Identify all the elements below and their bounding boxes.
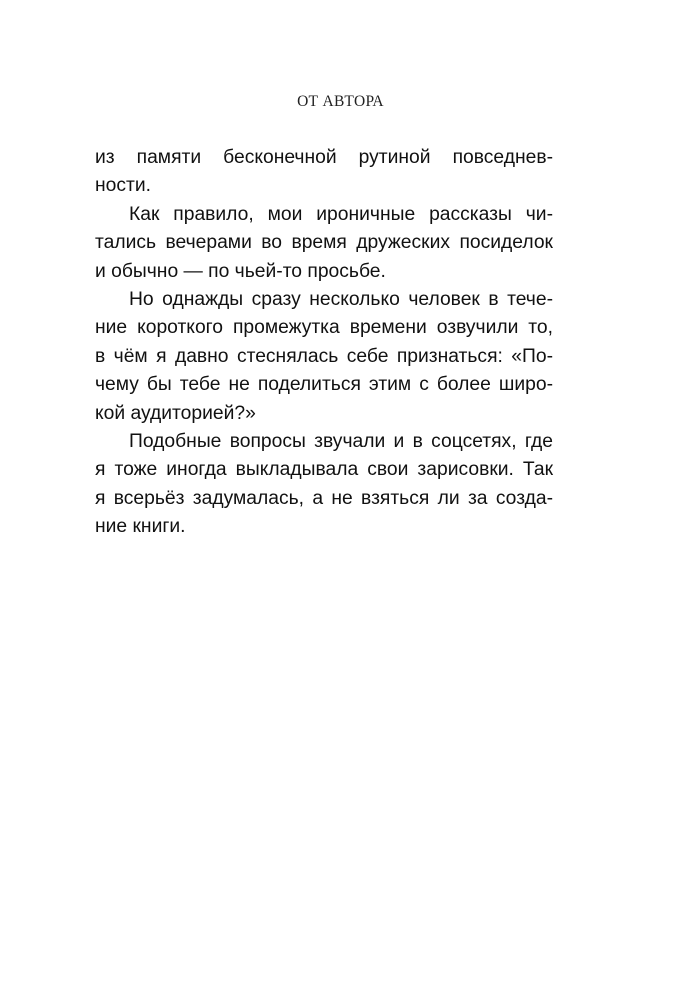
text-line: Подобные вопросы звучали и в соцсетях, где — [129, 430, 553, 452]
text-line: Но однажды сразу несколько человек в тече- — [129, 288, 553, 310]
text-line: я всерьёз задумалась, а не взяться ли за созда- — [95, 487, 553, 509]
text-line: тались вечерами во время дружеских посиделок — [95, 232, 553, 254]
text-line: ние книги. — [95, 516, 186, 538]
running-head: ОТ АВТОРА — [297, 93, 384, 110]
text-line: кой аудиторией?» — [95, 402, 256, 424]
text-line: я тоже иногда выкладывала свои зарисовки. Так — [95, 459, 553, 481]
text-line: Как правило, мои ироничные рассказы чи- — [129, 203, 553, 225]
text-line: в чём я давно стеснялась себе признаться: «По- — [95, 345, 553, 367]
text-line: из памяти бесконечной рутиной повседнев- — [95, 147, 553, 168]
text-line: ности. — [95, 175, 151, 197]
text-line: ние короткого промежутка времени озвучили то, — [95, 317, 553, 339]
text-line: и обычно — по чьей-то просьбе. — [95, 260, 386, 282]
body-text — [95, 144, 553, 541]
text-line: чему бы тебе не поделиться этим с более широ- — [95, 374, 553, 396]
